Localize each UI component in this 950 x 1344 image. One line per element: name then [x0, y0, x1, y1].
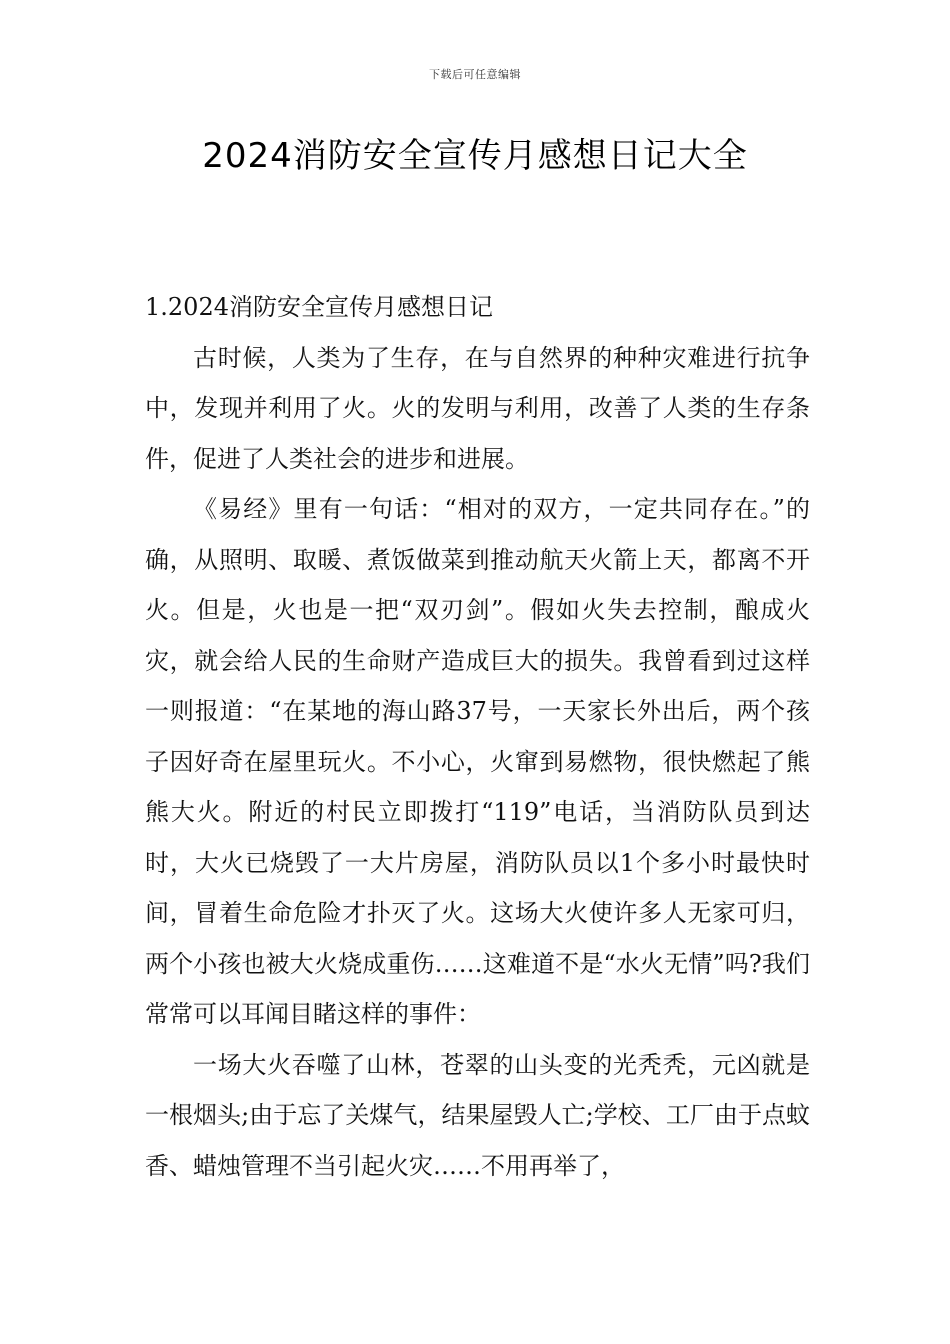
header-note: 下载后可任意编辑: [429, 68, 521, 81]
paragraph-1: 古时候，人类为了生存，在与自然界的种种灾难进行抗争中，发现并利用了火。火的发明与利用，改善了人类的生存条件，促进了人类社会的进步和进展。: [145, 343, 810, 473]
document-title: 2024消防安全宣传月感想日记大全: [202, 136, 748, 176]
paragraph-3: 一场大火吞噬了山林，苍翠的山头变的光秃秃，元凶就是一根烟头;由于忘了关煤气，结果屋毁人亡;学校、工厂由于点蚊香、蜡烛管理不当引起火灾……不用再举了，: [145, 1050, 810, 1180]
section-heading: 1.2024消防安全宣传月感想日记: [145, 293, 493, 321]
paragraph-2: 《易经》里有一句话：“相对的双方，一定共同存在。”的确，从照明、取暖、煮饭做菜到推动航天火箭上天，都离不开火。但是，火也是一把“双刃剑”。假如火失去控制，酿成火灾，就会给人民的生命财产造成巨大的损失。我曾看到过这样一则报道：“在某地的海山路37号，一天家长外出后，两个孩子因好奇在屋里玩火。不小心，火窜到易燃物，很快燃起了熊熊大火。附近的村民立即拨打“119”电话，当消防队员到达时，大火已烧毁了一大片房屋，消防队员以1个多小时最快时间，冒着生命危险才扑灭了火。这场大火使许多人无家可归，两个小孩也被大火烧成重伤……这难道不是“水火无情”吗?我们常常可以耳闻目睹这样的事件：: [145, 495, 810, 1028]
document-body: [145, 282, 810, 1191]
